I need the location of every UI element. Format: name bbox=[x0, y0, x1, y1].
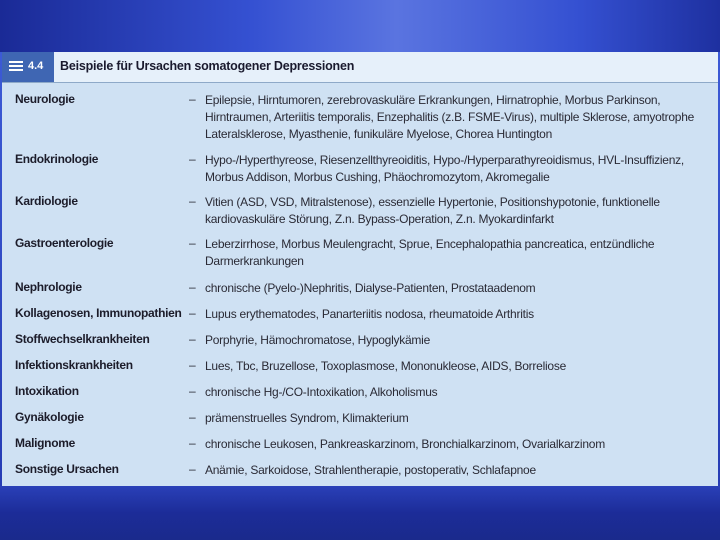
row-category: Nephrologie bbox=[15, 280, 82, 294]
row-category: Kardiologie bbox=[15, 194, 78, 208]
table-number: 4.4 bbox=[28, 60, 44, 72]
row-dash: – bbox=[189, 410, 196, 424]
row-dash: – bbox=[189, 280, 196, 294]
row-dash: – bbox=[189, 462, 196, 476]
row-description: chronische Hg-/CO-Intoxikation, Alkoholismus bbox=[205, 385, 438, 399]
row-category: Endokrinologie bbox=[15, 152, 99, 166]
row-description: chronische Leukosen, Pankreaskarzinom, Bronchialkarzinom, Ovarialkarzinom bbox=[205, 437, 605, 451]
row-category: Intoxikation bbox=[15, 384, 79, 398]
row-description: Porphyrie, Hämochromatose, Hypoglykämie bbox=[205, 333, 431, 347]
row-dash: – bbox=[189, 332, 196, 346]
row-description: Leberzirrhose, Morbus Meulengracht, Sprue, Encephalopathia pancreatica, entzündliche Darmerkrankungen bbox=[205, 237, 655, 268]
row-category: Infektionskrankheiten bbox=[15, 358, 133, 372]
row-category: Sonstige Ursachen bbox=[15, 462, 119, 476]
row-description: Anämie, Sarkoidose, Strahlentherapie, postoperativ, Schlafapnoe bbox=[205, 463, 536, 477]
row-description: Vitien (ASD, VSD, Mitralstenose), essenzielle Hypertonie, Positionshypotonie, funktionelle kardiovaskuläre Störung, Z.n. Bypass-Operation, Z.n. Myokardinfarkt bbox=[205, 195, 660, 226]
row-category: Neurologie bbox=[15, 92, 75, 106]
row-dash: – bbox=[189, 194, 196, 208]
row-dash: – bbox=[189, 92, 196, 106]
table-title: Beispiele für Ursachen somatogener Depressionen bbox=[60, 59, 355, 73]
row-dash: – bbox=[189, 236, 196, 250]
row-description: Epilepsie, Hirntumoren, zerebrovaskuläre Erkrankungen, Hirnatrophie, Morbus Parkinson, Hirntraumen, Arteriitis temporalis, Enzephalitis (z.B. FSME-Virus), multiple Sklerose, amyotrophe Lateralsklerose, Myasthenie, funikuläre Myelose, Chorea Huntington bbox=[205, 93, 695, 141]
row-category: Gynäkologie bbox=[15, 410, 84, 424]
slide-bottom-band bbox=[0, 486, 720, 540]
slide-top-band bbox=[0, 0, 720, 52]
table-header bbox=[2, 52, 718, 83]
row-dash: – bbox=[189, 306, 196, 320]
row-description: Hypo-/Hyperthyreose, Riesenzellthyreoiditis, Hypo-/Hyperparathyreoidismus, HVL-Insuffizienz, Morbus Addison, Morbus Cushing, Phäochromozytom, Akromegalie bbox=[205, 153, 684, 184]
row-category: Kollagenosen, Immunopathien bbox=[15, 306, 182, 320]
row-description: Lues, Tbc, Bruzellose, Toxoplasmose, Mononukleose, AIDS, Borreliose bbox=[205, 359, 567, 373]
row-description: prämenstruelles Syndrom, Klimakterium bbox=[205, 411, 409, 425]
row-category: Gastroenterologie bbox=[15, 236, 114, 250]
row-category: Malignome bbox=[15, 436, 75, 450]
list-icon bbox=[9, 61, 23, 73]
row-description: Lupus erythematodes, Panarteriitis nodosa, rheumatoide Arthritis bbox=[205, 307, 534, 321]
row-description: chronische (Pyelo-)Nephritis, Dialyse-Patienten, Prostataadenom bbox=[205, 281, 536, 295]
row-category: Stoffwechselkrankheiten bbox=[15, 332, 150, 346]
row-dash: – bbox=[189, 152, 196, 166]
row-dash: – bbox=[189, 436, 196, 450]
row-dash: – bbox=[189, 384, 196, 398]
table-number-box bbox=[2, 52, 54, 82]
table-panel bbox=[2, 52, 718, 486]
row-dash: – bbox=[189, 358, 196, 372]
